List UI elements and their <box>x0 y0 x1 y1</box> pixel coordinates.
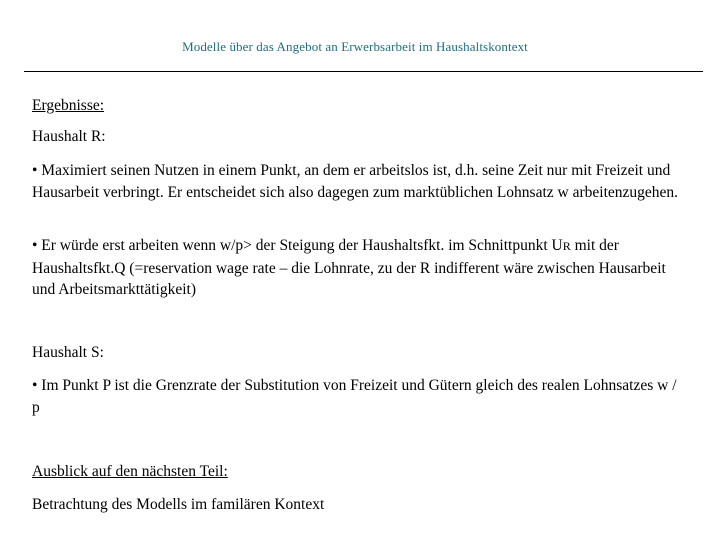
results-heading: Ergebnisse: <box>32 97 105 114</box>
household-r-bullet-2 <box>32 235 687 301</box>
household-r-bullet-2-subscript: R <box>562 239 571 253</box>
household-s-bullet-1: • Im Punkt P ist die Grenzrate der Substitution von Freizeit und Gütern gleich des realen Lohnsatzes w / p <box>32 377 677 416</box>
household-r-bullet-1: • Maximiert seinen Nutzen in einem Punkt, an dem er arbeitslos ist, d.h. seine Zeit nur mit Freizeit und Hausarbeit verbringt. Er entscheidet sich also dagegen zum marktüblichen Lohnsatz w arbeitenzugehen. <box>32 162 679 201</box>
household-r-bullet-2-text-a: • Er würde erst arbeiten wenn w/p> der Steigung der Haushaltsfkt. im Schnittpunkt U <box>32 237 563 254</box>
outlook-text: Betrachtung des Modells im familären Kontext <box>32 496 325 513</box>
household-r-bullet-2-text-b: mit der Haushaltsfkt.Q (=reservation wage rate – die Lohnrate, zu der R indifferent wäre zwischen Hausarbeit und Arbeitsmarkttätigkeit) <box>32 237 666 298</box>
slide-title: Modelle über das Angebot an Erwerbsarbeit im Haushaltskontext <box>182 39 528 54</box>
title-divider <box>24 71 703 72</box>
outlook-heading: Ausblick auf den nächsten Teil: <box>32 463 228 480</box>
household-s-heading: Haushalt S: <box>32 344 104 361</box>
household-r-heading: Haushalt R: <box>32 128 106 145</box>
